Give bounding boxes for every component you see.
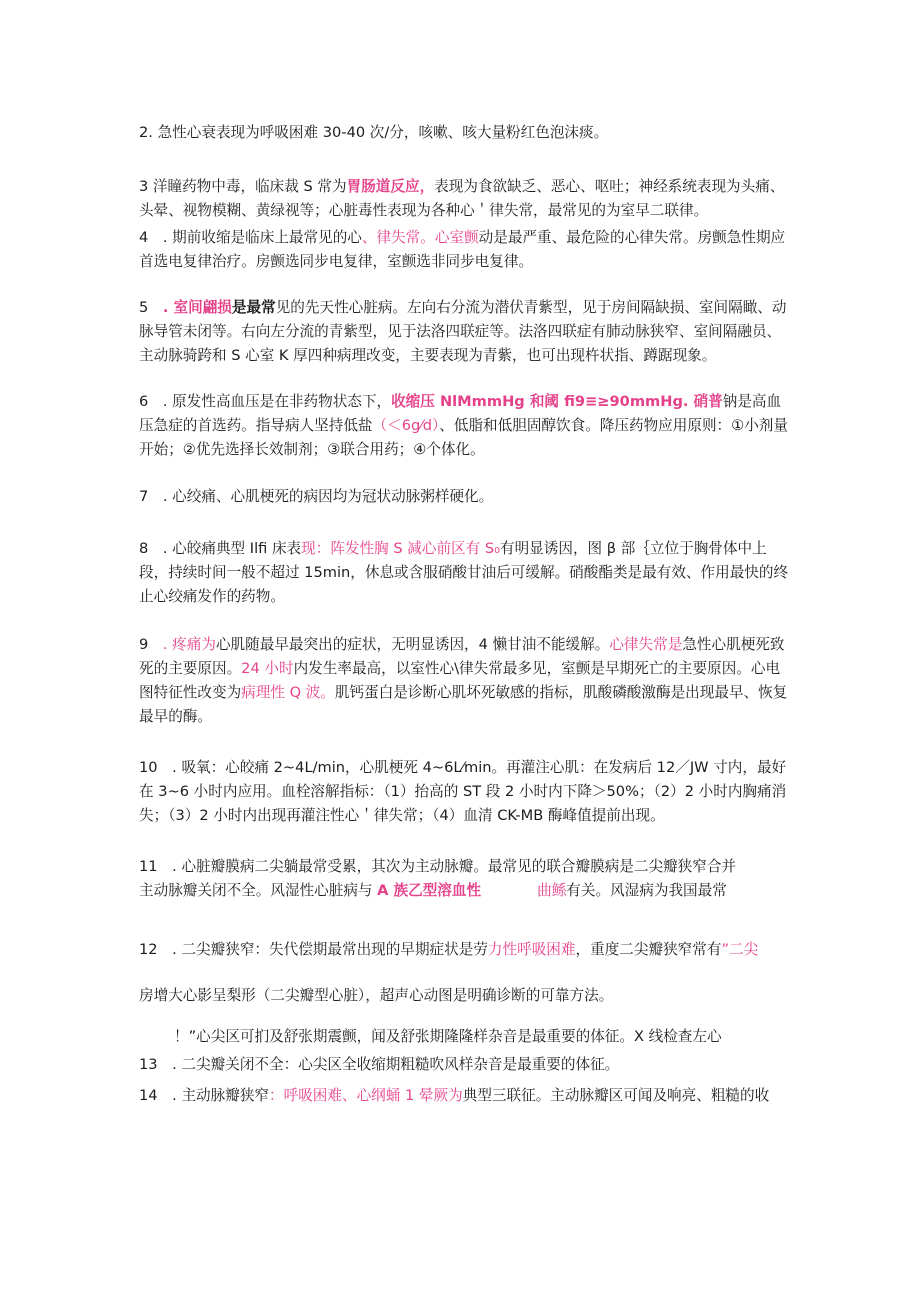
highlight-text: 病理性 Q 波。 <box>241 684 335 701</box>
highlight-text: 力性呼吸困难 <box>487 941 576 958</box>
paragraph-10 <box>139 756 789 828</box>
highlight-text: 收缩压 NlMmmHg 和阈 fi9≡≥90mmHg. 硝普 <box>391 393 723 410</box>
paragraph-text: 表现为食欲缺乏、恶心、呕吐；神经系统表现为头痛、头晕、视物模糊、黄绿视等；心脏毒性表现为各种心＇律失常，最常见的为室早二联律。 <box>139 178 785 219</box>
paragraph-text: ，重度二尖瓣狭窄常有 <box>575 941 722 958</box>
highlight-text: ：呼吸困难、心纲蛹 1 晕厥为 <box>269 1087 463 1104</box>
highlight-text: 、律失常。心室颤 <box>361 229 479 246</box>
paragraph-text: 9 <box>139 636 163 653</box>
paragraph-text: 10 . 吸氧：心皎痛 2~4L/min，心肌梗死 4~6L⁄min。再灌注心肌：在发病后 12／JW 寸内，最好在 3~6 小时内应用。血栓溶解指标：（1）抬高的 ST 段 2 小时内下降＞50%；（2）2 小时内胸痛消失；（3）2 小时内出现再灌注性心＇律失常；（4）血清 CK-MB 酶峰值提前出现。 <box>139 759 787 824</box>
paragraph-8 <box>139 537 789 609</box>
highlight-text: . 疼痛为 <box>162 636 216 653</box>
paragraph-text: 肌钙蛋白是诊断心肌坏死敏感的指标，肌酸磷酸激酶是出现最早、恢复最早的酶。 <box>139 684 788 725</box>
highlight-text: . 室间翩损 <box>162 299 232 316</box>
paragraph-3 <box>139 175 789 223</box>
paragraph-text: 12 . 二尖瓣狭窄：失代偿期最常出现的早期症状是劳 <box>139 941 488 958</box>
paragraph-text: 典型三联征。主动脉瓣区可闻及响亮、粗糙的收 <box>462 1087 770 1104</box>
highlight-text: 24 小时 <box>241 660 294 677</box>
highlight-text: ”二尖 <box>721 941 759 958</box>
bold-text: 是最常 <box>231 299 276 316</box>
paragraph-9 <box>139 633 789 729</box>
paragraph-text: 动是最严重、最危险的心律失常。房颤急性期应首选电复律治疗。房颤选同步电复律，室颤选非同步电复律。 <box>139 229 786 270</box>
paragraph-text: 主动脉瓣关闭不全。风湿性心脏病与 <box>139 882 378 899</box>
paragraph-text: 内发生率最高，以室性心\律失常最多见，室颤是早期死亡的主要原因。心电图特征性改变为 <box>139 660 781 701</box>
paragraph-text: 3 洋瞳药物中毒，临床裁 S 常为 <box>139 178 347 195</box>
paragraph-13 <box>139 1053 789 1077</box>
paragraph-12-continued <box>139 984 789 1008</box>
paragraph-text: 8 . 心皎痛典型 Ilfi 床表 <box>139 540 302 557</box>
highlight-text: 曲鲧 <box>537 882 567 899</box>
paragraph-5 <box>139 296 789 368</box>
paragraph-text: 2. 急性心衰表现为呼吸困难 30-40 次/分，咳嗽、咳大量粉红色泡沫痰。 <box>139 124 609 141</box>
paragraph-text: 钠是高血压急症的首选药。指导病人坚持低盐 <box>139 393 782 434</box>
paragraph-text: 7 . 心绞痛、心肌梗死的病因均为冠状动脉粥样硬化。 <box>139 488 494 505</box>
paragraph-text: ！”心尖区可扪及舒张期震颤，闻及舒张期隆隆样杂音是最重要的体征。X 线检查左心 <box>174 1028 722 1045</box>
paragraph-text: 4 . 期前收缩是临床上最常见的心 <box>139 229 362 246</box>
paragraph-11 <box>139 855 789 903</box>
paragraph-text: 、低脂和低胆固醇饮食。降压药物应用原则：①小剂量开始；②优先选择长效制剂；③联合用药；④个体化。 <box>139 417 788 458</box>
paragraph-text: 13 . 二尖瓣关闭不全：心尖区全收缩期粗糙吹风样杂音是最重要的体征。 <box>139 1056 620 1073</box>
paragraph-12 <box>139 938 789 962</box>
paragraph-text: 见的先天性心脏病。左向右分流为潜伏青紫型，见于房间隔缺损、室间隔瞰、动脉导管未闭等。右向左分流的青紫型，见于法洛四联症等。法洛四联症有肺动脉狭窄、室间隔融员、主动脉骑跨和 S 心室 K 厚四种病理改变，主要表现为青紫，也可出现杵状指、蹲踞现象。 <box>139 299 787 364</box>
highlight-text: 现：阵发性胸 S 减心前区有 S₀ <box>301 540 500 557</box>
paragraph-text: 14 . 主动脉瓣狭窄 <box>139 1087 270 1104</box>
paragraph-text: 6 . 原发性高血压是在非药物状态下， <box>139 393 392 410</box>
paragraph-12-fragment <box>174 1025 824 1049</box>
paragraph-text: 心肌随最早最突出的症状，无明显诱因，4 懒甘油不能缓解。 <box>215 636 610 653</box>
paragraph-text: 5 <box>139 299 163 316</box>
paragraph-6 <box>139 390 789 462</box>
paragraph-text: 有关。风湿病为我国最常 <box>566 882 727 899</box>
highlight-text: 心律失常是 <box>609 636 683 653</box>
paragraph-text: 急性心肌梗死致死的主要原因。 <box>139 636 785 677</box>
highlight-text: A 族乙型溶血性 <box>377 882 482 899</box>
paragraph-text: 有明显诱因，图 β 部｛立位于胸骨体中上段，持续时间一般不超过 15min，休息或含服硝酸甘油后可缓解。硝酸酯类是最有效、作用最快的终止心绞痛发作的药物。 <box>139 540 789 605</box>
paragraph-14 <box>139 1084 789 1108</box>
paragraph-7 <box>139 485 789 509</box>
highlight-text: （＜6g⁄d） <box>372 417 440 434</box>
paragraph-text: 房增大心影呈梨形（二尖瓣型心脏），超声心动图是明确诊断的可靠方法。 <box>139 987 614 1004</box>
highlight-text: 胃肠道反应， <box>346 178 435 195</box>
paragraph-2 <box>139 121 789 145</box>
paragraph-4 <box>139 226 789 274</box>
paragraph-text: 11 . 心脏瓣膜病二尖躺最常受累，其次为主动脉瓣。最常见的联合瓣膜病是二尖瓣狭窄合并 <box>139 858 737 875</box>
